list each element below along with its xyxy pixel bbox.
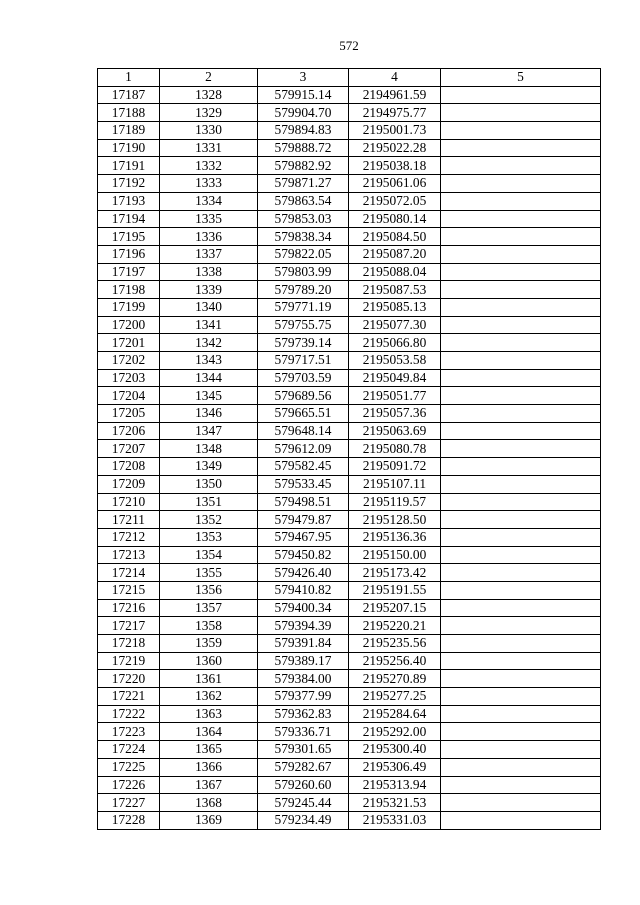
table-cell-col-4: 2195051.77: [349, 387, 441, 405]
table-cell-col-2: 1334: [160, 192, 258, 210]
table-cell-col-3: 579282.67: [258, 758, 349, 776]
table-cell-col-3: 579389.17: [258, 652, 349, 670]
table-cell-col-5: [441, 263, 601, 281]
table-cell-col-2: 1358: [160, 617, 258, 635]
table-row: [98, 599, 601, 617]
table-cell-col-1: 17210: [98, 493, 160, 511]
table-row: [98, 511, 601, 529]
table-cell-col-2: 1339: [160, 281, 258, 299]
table-row: [98, 192, 601, 210]
table-cell-col-1: 17209: [98, 475, 160, 493]
column-header-3: 3: [258, 69, 349, 87]
table-cell-col-5: [441, 405, 601, 423]
table-row: [98, 741, 601, 759]
table-cell-col-2: 1357: [160, 599, 258, 617]
table-row: [98, 175, 601, 193]
table-cell-col-2: 1335: [160, 210, 258, 228]
table-cell-col-4: 2195119.57: [349, 493, 441, 511]
table-cell-col-4: 2195080.78: [349, 440, 441, 458]
table-cell-col-5: [441, 617, 601, 635]
table-row: [98, 440, 601, 458]
table-row: [98, 405, 601, 423]
table-cell-col-4: 2195053.58: [349, 352, 441, 370]
table-cell-col-4: 2195091.72: [349, 458, 441, 476]
table-row: [98, 210, 601, 228]
table-cell-col-5: [441, 86, 601, 104]
table-cell-col-1: 17208: [98, 458, 160, 476]
table-cell-col-2: 1330: [160, 122, 258, 140]
table-cell-col-2: 1363: [160, 705, 258, 723]
table-cell-col-5: [441, 316, 601, 334]
table-row: [98, 422, 601, 440]
table-row: [98, 723, 601, 741]
table-cell-col-5: [441, 139, 601, 157]
table-cell-col-1: 17214: [98, 564, 160, 582]
table-cell-col-1: 17203: [98, 369, 160, 387]
table-cell-col-1: 17221: [98, 688, 160, 706]
table-cell-col-4: 2194975.77: [349, 104, 441, 122]
table-cell-col-3: 579771.19: [258, 298, 349, 316]
table-cell-col-3: 579739.14: [258, 334, 349, 352]
table-cell-col-3: 579426.40: [258, 564, 349, 582]
table-cell-col-3: 579410.82: [258, 581, 349, 599]
table-cell-col-1: 17195: [98, 228, 160, 246]
table-cell-col-4: 2195084.50: [349, 228, 441, 246]
table-cell-col-5: [441, 741, 601, 759]
column-header-1: 1: [98, 69, 160, 87]
table-cell-col-1: 17191: [98, 157, 160, 175]
table-cell-col-2: 1328: [160, 86, 258, 104]
table-cell-col-1: 17224: [98, 741, 160, 759]
table-row: [98, 387, 601, 405]
table-row: [98, 546, 601, 564]
table-cell-col-2: 1342: [160, 334, 258, 352]
table-cell-col-2: 1332: [160, 157, 258, 175]
table-cell-col-2: 1368: [160, 794, 258, 812]
table-row: [98, 263, 601, 281]
table-cell-col-1: 17199: [98, 298, 160, 316]
table-cell-col-5: [441, 157, 601, 175]
table-cell-col-1: 17190: [98, 139, 160, 157]
table-cell-col-2: 1356: [160, 581, 258, 599]
table-row: [98, 369, 601, 387]
table-cell-col-3: 579863.54: [258, 192, 349, 210]
table-row: [98, 104, 601, 122]
table-row: [98, 635, 601, 653]
table-cell-col-5: [441, 192, 601, 210]
table-cell-col-5: [441, 228, 601, 246]
table-cell-col-5: [441, 475, 601, 493]
table-row: [98, 811, 601, 829]
table-cell-col-5: [441, 688, 601, 706]
table-cell-col-2: 1343: [160, 352, 258, 370]
table-cell-col-2: 1367: [160, 776, 258, 794]
table-row: [98, 86, 601, 104]
table-cell-col-2: 1350: [160, 475, 258, 493]
table-cell-col-5: [441, 122, 601, 140]
table-cell-col-4: 2195313.94: [349, 776, 441, 794]
table-row: [98, 316, 601, 334]
table-cell-col-2: 1360: [160, 652, 258, 670]
table-cell-col-4: 2195292.00: [349, 723, 441, 741]
table-row: [98, 705, 601, 723]
table-cell-col-4: 2195284.64: [349, 705, 441, 723]
table-cell-col-5: [441, 369, 601, 387]
table-cell-col-2: 1355: [160, 564, 258, 582]
table-cell-col-1: 17226: [98, 776, 160, 794]
table-cell-col-3: 579888.72: [258, 139, 349, 157]
table-cell-col-5: [441, 546, 601, 564]
table-cell-col-3: 579871.27: [258, 175, 349, 193]
table-cell-col-5: [441, 652, 601, 670]
table-cell-col-2: 1366: [160, 758, 258, 776]
table-row: [98, 458, 601, 476]
table-cell-col-3: 579533.45: [258, 475, 349, 493]
table-cell-col-5: [441, 811, 601, 829]
table-cell-col-1: 17211: [98, 511, 160, 529]
table-cell-col-2: 1369: [160, 811, 258, 829]
table-cell-col-5: [441, 458, 601, 476]
table-cell-col-1: 17193: [98, 192, 160, 210]
table-cell-col-3: 579904.70: [258, 104, 349, 122]
table-cell-col-5: [441, 528, 601, 546]
table-cell-col-4: 2195191.55: [349, 581, 441, 599]
table-cell-col-2: 1341: [160, 316, 258, 334]
column-header-5: 5: [441, 69, 601, 87]
table-cell-col-1: 17205: [98, 405, 160, 423]
table-cell-col-4: 2195207.15: [349, 599, 441, 617]
table-row: [98, 157, 601, 175]
table-cell-col-1: 17196: [98, 245, 160, 263]
table-cell-col-1: 17194: [98, 210, 160, 228]
table-cell-col-5: [441, 758, 601, 776]
table-cell-col-5: [441, 705, 601, 723]
table-cell-col-3: 579479.87: [258, 511, 349, 529]
table-cell-col-2: 1340: [160, 298, 258, 316]
table-cell-col-4: 2195063.69: [349, 422, 441, 440]
table-cell-col-3: 579234.49: [258, 811, 349, 829]
table-cell-col-5: [441, 352, 601, 370]
table-cell-col-2: 1361: [160, 670, 258, 688]
table-cell-col-2: 1365: [160, 741, 258, 759]
table-cell-col-4: 2195220.21: [349, 617, 441, 635]
table-cell-col-4: 2195066.80: [349, 334, 441, 352]
table-cell-col-4: 2195072.05: [349, 192, 441, 210]
table-cell-col-5: [441, 635, 601, 653]
table-cell-col-5: [441, 334, 601, 352]
table-cell-col-3: 579689.56: [258, 387, 349, 405]
table-cell-col-3: 579301.65: [258, 741, 349, 759]
table-cell-col-4: 2195061.06: [349, 175, 441, 193]
column-header-4: 4: [349, 69, 441, 87]
table-cell-col-5: [441, 794, 601, 812]
table-cell-col-5: [441, 422, 601, 440]
table-cell-col-4: 2195300.40: [349, 741, 441, 759]
table-cell-col-5: [441, 440, 601, 458]
table-cell-col-3: 579648.14: [258, 422, 349, 440]
table-cell-col-1: 17192: [98, 175, 160, 193]
table-row: [98, 228, 601, 246]
table-cell-col-5: [441, 210, 601, 228]
table-cell-col-1: 17204: [98, 387, 160, 405]
table-cell-col-2: 1331: [160, 139, 258, 157]
table-cell-col-3: 579789.20: [258, 281, 349, 299]
table-cell-col-1: 17198: [98, 281, 160, 299]
table-cell-col-3: 579822.05: [258, 245, 349, 263]
table-cell-col-1: 17207: [98, 440, 160, 458]
table-row: [98, 617, 601, 635]
table-cell-col-1: 17200: [98, 316, 160, 334]
table-cell-col-5: [441, 298, 601, 316]
table-body: [98, 86, 601, 829]
table-cell-col-2: 1333: [160, 175, 258, 193]
table-cell-col-3: 579260.60: [258, 776, 349, 794]
table-cell-col-2: 1345: [160, 387, 258, 405]
table-cell-col-4: 2195087.20: [349, 245, 441, 263]
table-cell-col-3: 579882.92: [258, 157, 349, 175]
table-cell-col-1: 17201: [98, 334, 160, 352]
table-cell-col-1: 17225: [98, 758, 160, 776]
table-cell-col-4: 2195136.36: [349, 528, 441, 546]
table-cell-col-2: 1351: [160, 493, 258, 511]
table-cell-col-3: 579384.00: [258, 670, 349, 688]
table-cell-col-3: 579703.59: [258, 369, 349, 387]
table-cell-col-2: 1352: [160, 511, 258, 529]
table-cell-col-4: 2195080.14: [349, 210, 441, 228]
table-cell-col-4: 2195277.25: [349, 688, 441, 706]
table-cell-col-1: 17218: [98, 635, 160, 653]
table-cell-col-5: [441, 104, 601, 122]
table-cell-col-3: 579391.84: [258, 635, 349, 653]
table-cell-col-5: [441, 387, 601, 405]
table-cell-col-2: 1346: [160, 405, 258, 423]
table-row: [98, 794, 601, 812]
table-cell-col-1: 17220: [98, 670, 160, 688]
table-cell-col-1: 17222: [98, 705, 160, 723]
table-cell-col-3: 579755.75: [258, 316, 349, 334]
table-row: [98, 670, 601, 688]
table-cell-col-1: 17189: [98, 122, 160, 140]
table-cell-col-3: 579665.51: [258, 405, 349, 423]
table-cell-col-4: 2195256.40: [349, 652, 441, 670]
table-cell-col-1: 17212: [98, 528, 160, 546]
table-cell-col-3: 579467.95: [258, 528, 349, 546]
table-row: [98, 334, 601, 352]
table-cell-col-4: 2195128.50: [349, 511, 441, 529]
table-cell-col-4: 2195331.03: [349, 811, 441, 829]
table-row: [98, 352, 601, 370]
table-cell-col-1: 17217: [98, 617, 160, 635]
table-row: [98, 758, 601, 776]
column-header-2: 2: [160, 69, 258, 87]
table-cell-col-1: 17228: [98, 811, 160, 829]
table-cell-col-4: 2195001.73: [349, 122, 441, 140]
table-cell-col-4: 2195077.30: [349, 316, 441, 334]
table-cell-col-2: 1329: [160, 104, 258, 122]
table-cell-col-3: 579612.09: [258, 440, 349, 458]
table-cell-col-1: 17215: [98, 581, 160, 599]
table-cell-col-3: 579803.99: [258, 263, 349, 281]
table-cell-col-5: [441, 175, 601, 193]
table-cell-col-2: 1353: [160, 528, 258, 546]
table-row: [98, 139, 601, 157]
table-cell-col-3: 579377.99: [258, 688, 349, 706]
table-cell-col-5: [441, 599, 601, 617]
table-cell-col-4: 2195088.04: [349, 263, 441, 281]
table-cell-col-5: [441, 281, 601, 299]
table-cell-col-1: 17202: [98, 352, 160, 370]
table-cell-col-4: 2195306.49: [349, 758, 441, 776]
table-row: [98, 493, 601, 511]
table-cell-col-3: 579853.03: [258, 210, 349, 228]
table-cell-col-2: 1337: [160, 245, 258, 263]
table-cell-col-1: 17188: [98, 104, 160, 122]
header-row: [98, 69, 601, 87]
table-cell-col-2: 1338: [160, 263, 258, 281]
table-cell-col-5: [441, 670, 601, 688]
table-row: [98, 652, 601, 670]
table-row: [98, 528, 601, 546]
table-cell-col-1: 17213: [98, 546, 160, 564]
table-cell-col-2: 1354: [160, 546, 258, 564]
table-cell-col-3: 579336.71: [258, 723, 349, 741]
table-cell-col-2: 1349: [160, 458, 258, 476]
table-cell-col-3: 579450.82: [258, 546, 349, 564]
table-cell-col-5: [441, 511, 601, 529]
table-cell-col-5: [441, 723, 601, 741]
table-cell-col-5: [441, 493, 601, 511]
table-cell-col-3: 579362.83: [258, 705, 349, 723]
table-cell-col-3: 579245.44: [258, 794, 349, 812]
table-row: [98, 688, 601, 706]
coordinates-table: [97, 68, 601, 830]
table-cell-col-5: [441, 776, 601, 794]
table-row: [98, 245, 601, 263]
table-cell-col-2: 1362: [160, 688, 258, 706]
table-cell-col-1: 17216: [98, 599, 160, 617]
table-cell-col-2: 1348: [160, 440, 258, 458]
table-cell-col-2: 1364: [160, 723, 258, 741]
table-cell-col-4: 2195150.00: [349, 546, 441, 564]
table-row: [98, 122, 601, 140]
table-row: [98, 564, 601, 582]
table-cell-col-3: 579400.34: [258, 599, 349, 617]
table-row: [98, 776, 601, 794]
table-row: [98, 281, 601, 299]
table-cell-col-1: 17219: [98, 652, 160, 670]
table-cell-col-2: 1344: [160, 369, 258, 387]
table-cell-col-3: 579838.34: [258, 228, 349, 246]
table-cell-col-4: 2195087.53: [349, 281, 441, 299]
table-cell-col-4: 2195022.28: [349, 139, 441, 157]
table-row: [98, 475, 601, 493]
table-cell-col-4: 2195107.11: [349, 475, 441, 493]
table-cell-col-4: 2195270.89: [349, 670, 441, 688]
table-cell-col-2: 1359: [160, 635, 258, 653]
table-cell-col-4: 2195038.18: [349, 157, 441, 175]
table-cell-col-1: 17197: [98, 263, 160, 281]
table-cell-col-4: 2195235.56: [349, 635, 441, 653]
table-cell-col-1: 17206: [98, 422, 160, 440]
table-row: [98, 581, 601, 599]
page-number: 572: [339, 38, 359, 53]
table-cell-col-2: 1347: [160, 422, 258, 440]
table-cell-col-3: 579582.45: [258, 458, 349, 476]
table-cell-col-4: 2195085.13: [349, 298, 441, 316]
table-cell-col-3: 579915.14: [258, 86, 349, 104]
table-row: [98, 298, 601, 316]
table-cell-col-5: [441, 564, 601, 582]
table-cell-col-3: 579717.51: [258, 352, 349, 370]
table-cell-col-5: [441, 245, 601, 263]
table-cell-col-3: 579498.51: [258, 493, 349, 511]
table-cell-col-4: 2195321.53: [349, 794, 441, 812]
table-cell-col-3: 579394.39: [258, 617, 349, 635]
table-cell-col-1: 17223: [98, 723, 160, 741]
table-cell-col-5: [441, 581, 601, 599]
table-cell-col-4: 2195057.36: [349, 405, 441, 423]
table-cell-col-4: 2195173.42: [349, 564, 441, 582]
table-cell-col-4: 2194961.59: [349, 86, 441, 104]
table-cell-col-4: 2195049.84: [349, 369, 441, 387]
table-cell-col-1: 17187: [98, 86, 160, 104]
table-cell-col-2: 1336: [160, 228, 258, 246]
table-cell-col-1: 17227: [98, 794, 160, 812]
table-cell-col-3: 579894.83: [258, 122, 349, 140]
